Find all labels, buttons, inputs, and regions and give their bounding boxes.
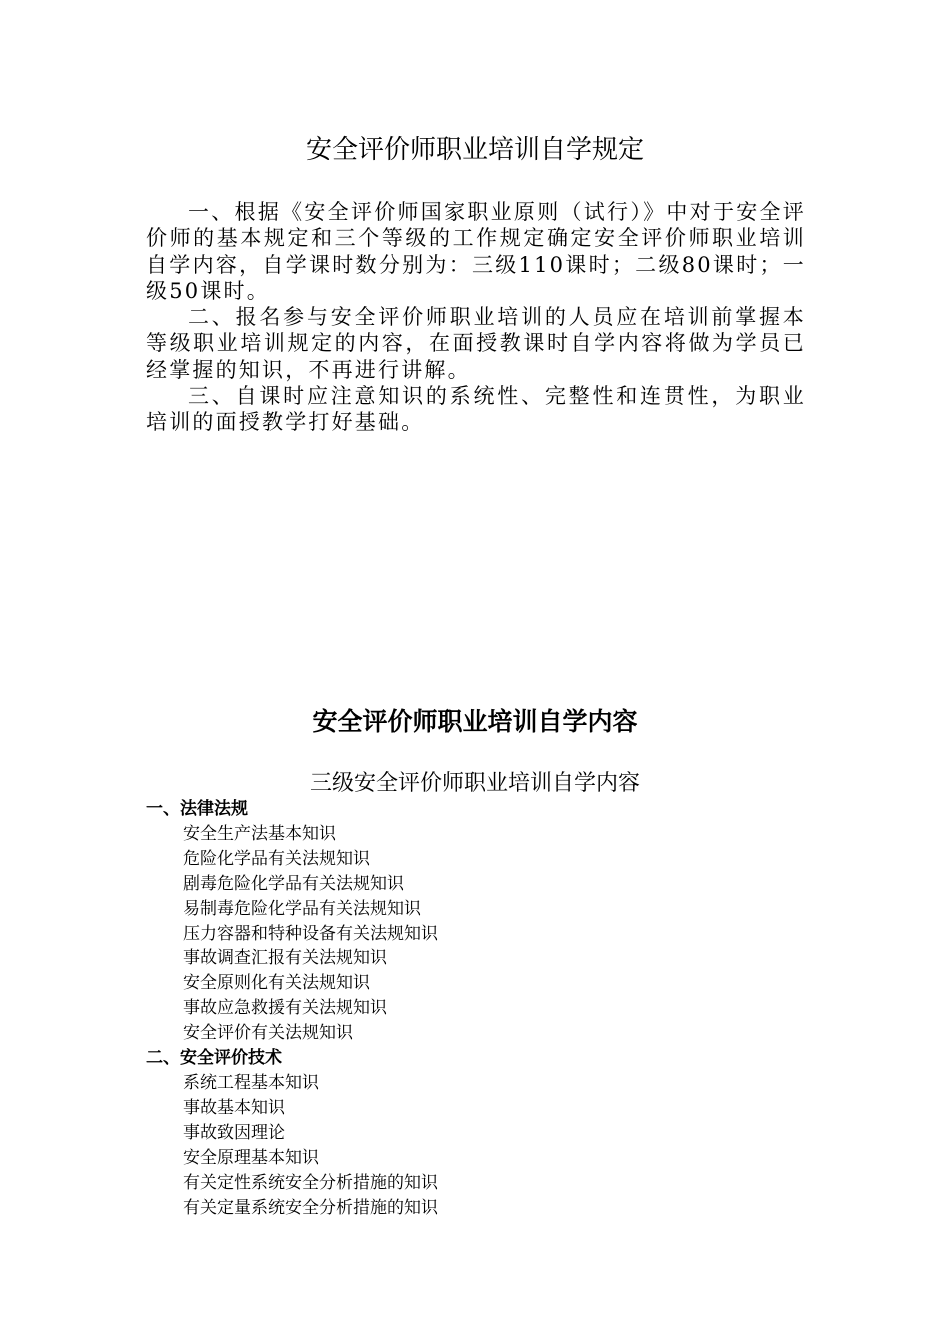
section-item-list <box>146 1071 846 1220</box>
list-item: 事故应急救援有关法规知识 <box>183 998 387 1019</box>
list-item: 事故致因理论 <box>183 1122 285 1143</box>
document-title: 安全评价师职业培训自学规定 <box>305 135 644 165</box>
list-item: 安全原理基本知识 <box>183 1147 319 1168</box>
list-item: 压力容器和特种设备有关法规知识 <box>183 923 438 944</box>
content-title: 安全评价师职业培训自学内容 <box>312 707 638 736</box>
section-laws <box>146 797 846 1046</box>
section-heading: 二、安全评价技术 <box>146 1048 282 1069</box>
syllabus-outline <box>146 797 846 1220</box>
list-item: 安全评价有关法规知识 <box>183 1023 353 1044</box>
section-heading: 一、法律法规 <box>146 799 248 819</box>
list-item: 有关定性系统安全分析措施的知识 <box>183 1172 438 1193</box>
rule-paragraph-1: 一、根据《安全评价师国家职业原则（试行）》中对于安全评价师的基本规定和三个等级的工作规定确定安全评价师职业培训自学内容，自学课时数分别为：三级110课时；二级80课时；一级50课时。 <box>146 200 806 303</box>
rules-body <box>146 199 806 436</box>
list-item: 事故调查汇报有关法规知识 <box>183 948 387 969</box>
list-item: 剧毒危险化学品有关法规知识 <box>183 873 404 894</box>
list-item: 危险化学品有关法规知识 <box>183 848 370 869</box>
list-item: 事故基本知识 <box>183 1097 285 1118</box>
list-item: 易制毒危险化学品有关法规知识 <box>183 898 421 919</box>
level-title: 三级安全评价师职业培训自学内容 <box>309 771 640 796</box>
list-item: 有关定量系统安全分析措施的知识 <box>183 1197 438 1218</box>
list-item: 安全原则化有关法规知识 <box>183 973 370 994</box>
rule-paragraph-3: 三、自课时应注意知识的系统性、完整性和连贯性，为职业培训的面授教学打好基础。 <box>146 384 806 435</box>
section-item-list <box>146 822 846 1046</box>
list-item: 安全生产法基本知识 <box>183 823 336 844</box>
section-evaluation-technology <box>146 1046 846 1220</box>
rule-paragraph-2: 二、报名参与安全评价师职业培训的人员应在培训前掌握本等级职业培训规定的内容，在面授教课时自学内容将做为学员已经掌握的知识，不再进行讲解。 <box>146 305 806 382</box>
list-item: 系统工程基本知识 <box>183 1072 319 1093</box>
